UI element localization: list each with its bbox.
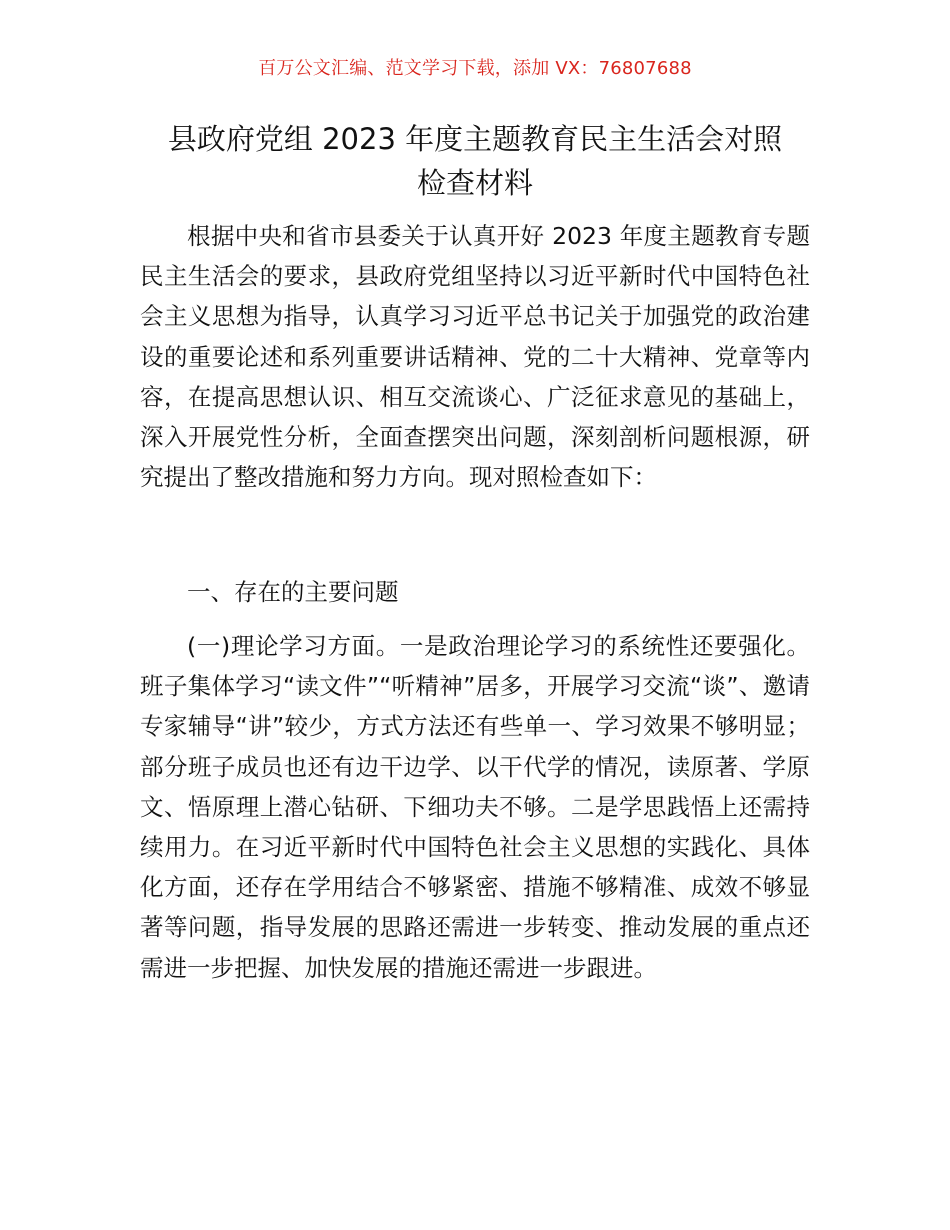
- promo-banner: 百万公文汇编、范文学习下载，添加 VX：76807688: [258, 58, 692, 79]
- title-line-1: 县政府党组 2023 年度主题教育民主生活会对照: [167, 122, 783, 156]
- intro-paragraph: 根据中央和省市县委关于认真开好 2023 年度主题教育专题民主生活会的要求，县政府党组坚持以习近平新时代中国特色社会主义思想为指导，认真学习习近平总书记关于加强党的政治建设的重要论述和系列重要讲话精神、党的二十大精神、党章等内容，在提高思想认识、相互交流谈心、广泛征求意见的基础上，深入开展党性分析，全面查摆突出问题，深刻剖析问题根源，研究提出了整改措施和努力方向。现对照检查如下：: [140, 222, 810, 492]
- title-line-2: 检查材料: [416, 166, 533, 200]
- document-title: [120, 117, 830, 205]
- theory-study-paragraph: (一)理论学习方面。一是政治理论学习的系统性还要强化。班子集体学习“读文件”“听精神”居多，开展学习交流“谈”、邀请专家辅导“讲”较少，方式方法还有些单一、学习效果不够明显；部分班子成员也还有边干边学、以干代学的情况，读原著、学原文、悟原理上潜心钻研、下细功夫不够。二是学思践悟上还需持续用力。在习近平新时代中国特色社会主义思想的实践化、具体化方面，还存在学用结合不够紧密、措施不够精准、成效不够显著等问题，指导发展的思路还需进一步转变、推动发展的重点还需进一步把握、加快发展的措施还需进一步跟进。: [140, 632, 810, 982]
- section-heading: 一、存在的主要问题: [187, 578, 399, 606]
